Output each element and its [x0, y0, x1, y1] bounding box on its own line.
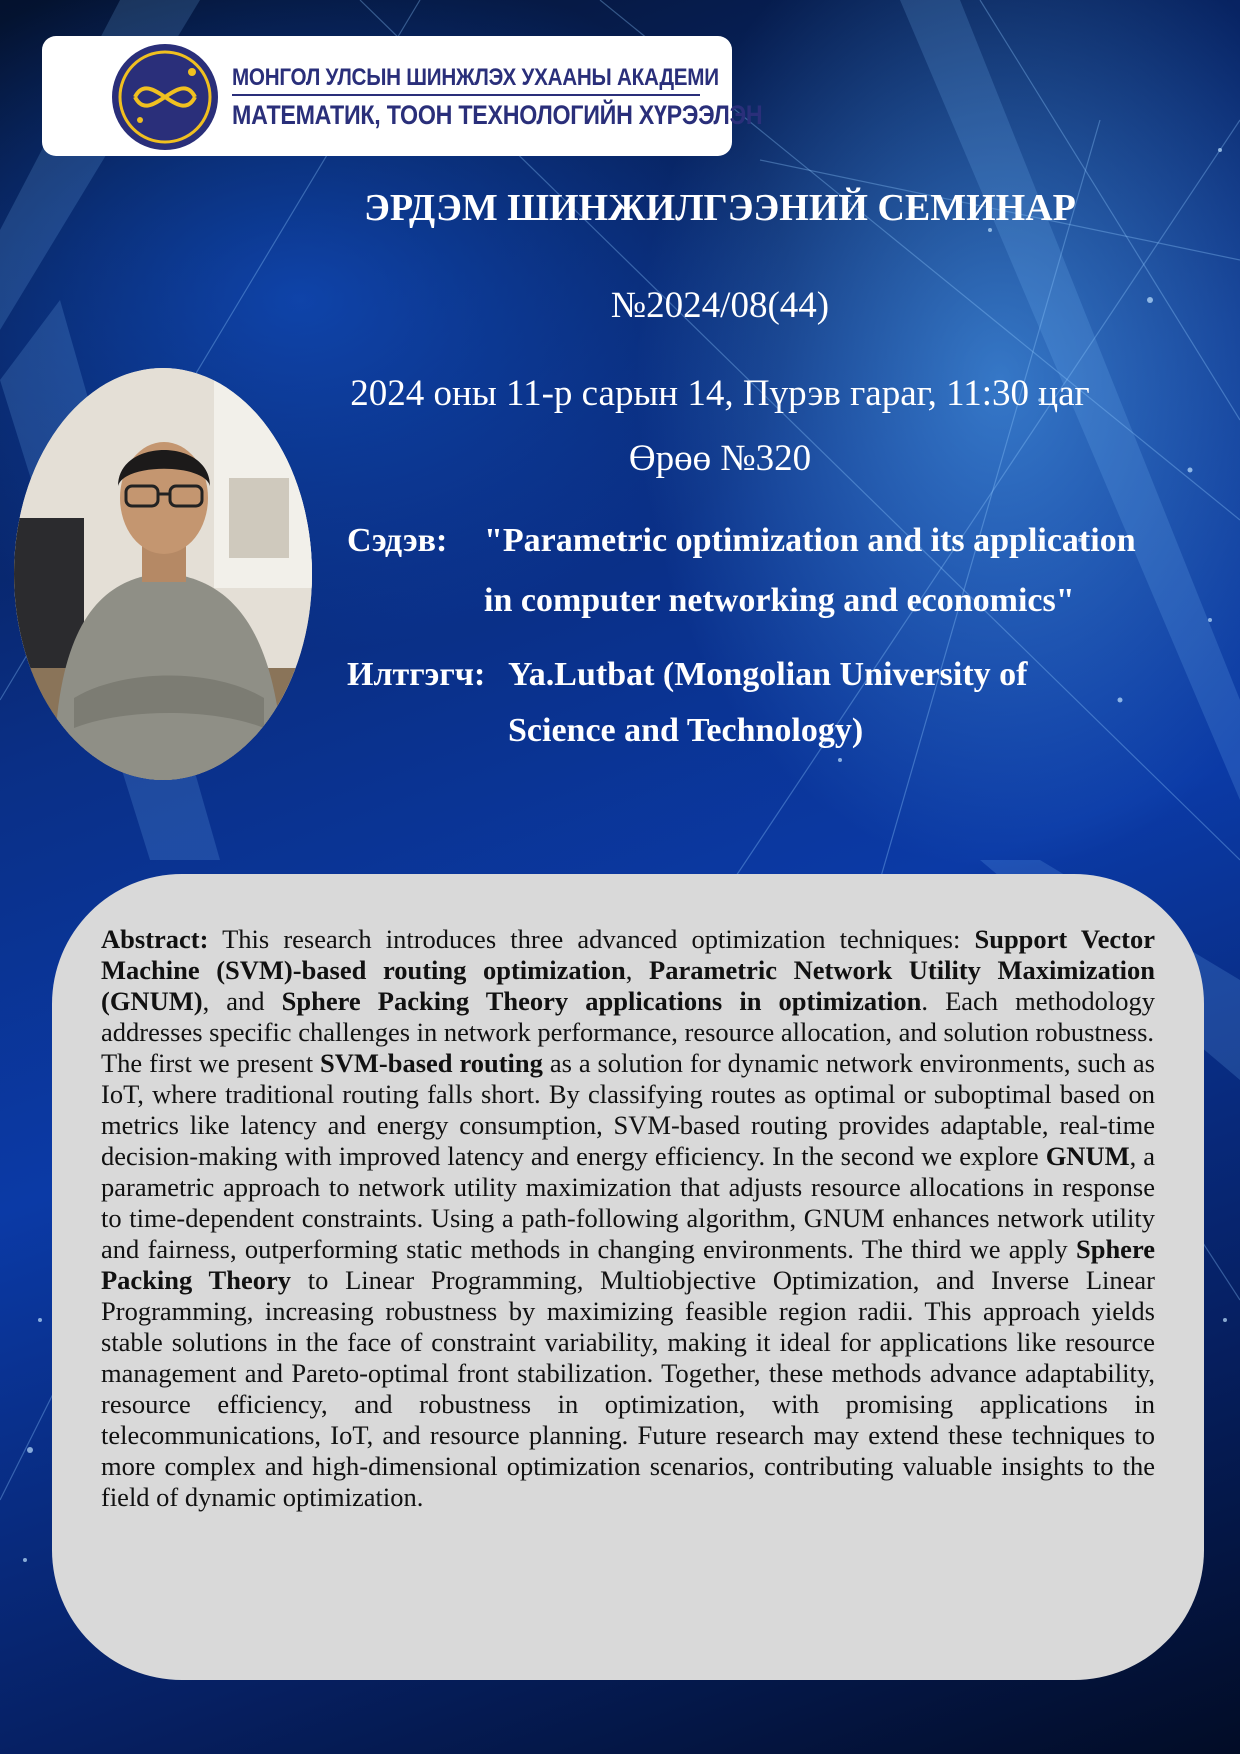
topic-line-1: "Parametric optimization and its application: [484, 522, 1136, 559]
abstract-p1-runs: [101, 924, 1155, 1047]
abstract-run: to Linear Programming, Multiobjective Optimization, and Inverse Linear Programming, increasing robustness by maximizing feasible region radii. This approach yields stable solutions in the face of constraint variability, making it ideal for applications like resource management and Pareto-optimal front stabilization. Together, these methods advance adaptability, resource efficiency, and robustness in optimization, with promising applications in telecommunications, IoT, and resource planning. Future research may extend these techniques to more complex and high-dimensional optimization scenarios, contributing valuable insights to the field of dynamic optimization.: [101, 1265, 1155, 1512]
abstract-run: This research introduces three advanced optimization techniques:: [208, 924, 975, 954]
topic-line-2: in computer networking and economics": [484, 582, 1075, 619]
abstract-run: Support Vector Machine (SVM)-based routing optimization: [101, 924, 1155, 985]
abstract-run: , a parametric approach to network utility maximization that adjusts resource allocations in response to time-dependent constraints. Using a path-following algorithm, GNUM enhances network utility and fairness, outperforming static methods in changing environments. The third we apply: [101, 1141, 1156, 1264]
logo-divider: [232, 94, 700, 96]
abstract-run: , and: [202, 986, 282, 1016]
seminar-datetime: 2024 оны 11-р сарын 14, Пүрэв гараг, 11:30 цаг: [350, 373, 1090, 414]
abstract-run: GNUM: [1045, 1141, 1130, 1171]
topic-label: Сэдэв:: [347, 522, 448, 559]
abstract-run: Sphere Packing Theory: [101, 1234, 1155, 1295]
abstract-run: . Each methodology addresses specific challenges in network performance, resource allocation, and solution robustness.: [101, 986, 1155, 1047]
seminar-room: Өрөө №320: [628, 438, 812, 479]
abstract-run: Sphere Packing Theory applications in optimization: [281, 986, 922, 1016]
speaker-line-2: Science and Technology): [508, 712, 864, 749]
seminar-title: ЭРДЭМ ШИНЖИЛГЭЭНИЙ СЕМИНАР: [364, 187, 1076, 229]
abstract-label: Abstract:: [101, 924, 209, 954]
speaker-photo: [14, 368, 312, 780]
abstract-paragraph-2: [101, 1048, 1155, 1513]
abstract-run: Parametric Network Utility Maximization (GNUM): [101, 955, 1156, 1016]
org-name-line2: МАТЕМАТИК, ТООН ТЕХНОЛОГИЙН ХҮРЭЭЛЭН: [232, 100, 763, 130]
speaker-line-1: Ya.Lutbat (Mongolian University of: [508, 656, 1028, 693]
seminar-number: №2024/08(44): [610, 285, 830, 326]
abstract-run: as a solution for dynamic network environments, such as IoT, where traditional routing falls short. By classifying routes as optimal or suboptimal based on metrics like latency and energy consumption, SVM-based routing provides adaptable, real-time decision-making with improved latency and energy efficiency. In the second we explore: [101, 1048, 1155, 1171]
org-name-line1: МОНГОЛ УЛСЫН ШИНЖЛЭХ УХААНЫ АКАДЕМИ: [232, 64, 719, 91]
institute-emblem-icon: [110, 42, 220, 152]
speaker-label: Илтгэгч:: [347, 656, 486, 693]
abstract-text: [101, 924, 1155, 1513]
abstract-run: The first we present: [101, 1048, 321, 1078]
abstract-run: ,: [625, 955, 650, 985]
abstract-paragraph-1: [101, 924, 1155, 1048]
abstract-run: SVM-based routing: [320, 1048, 543, 1078]
institute-logo-banner: [42, 36, 763, 156]
